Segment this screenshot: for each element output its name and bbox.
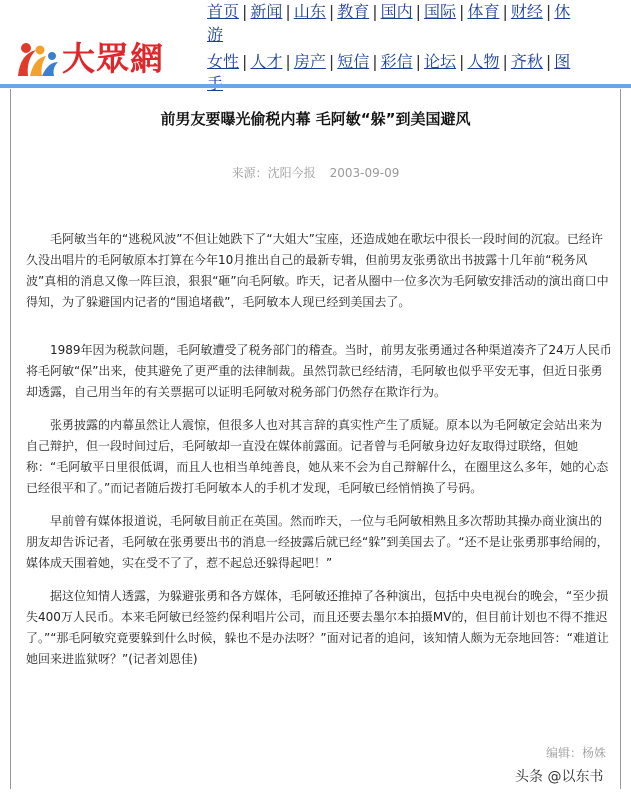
- article-paragraph: 1989年因为税款问题，毛阿敏遭受了税务部门的稽查。当时，前男友张勇通过各种渠道凑齐了24万人民币将毛阿敏“保”出来，使其避免了更严重的法律制裁。虽然罚款已经结清，毛阿敏也似乎平安无事，但近日张勇却透露，自己用当年的有关票据可以证明毛阿敏对税务部门仍然存在欺诈行为。: [26, 343, 612, 399]
- article-body: [26, 229, 612, 670]
- nav-link-domestic[interactable]: 国内: [380, 2, 413, 21]
- article-paragraph: 据这位知情人透露，为躲避张勇和各方媒体，毛阿敏还推掉了各种演出，包括中央电视台的晚会，“至少损失400万人民币。本来毛阿敏已经签约保利唱片公司，而且还要去墨尔本拍摄MV的，但目前计划也不得不推迟了。”“那毛阿敏究竟要躲到什么时候，躲也不是办法呀？”面对记者的追问，该知情人颇为无奈地回答：“难道让她回来进监狱呀？”(记者刘恩佳): [26, 589, 609, 666]
- site-logo[interactable]: [14, 36, 182, 82]
- nav-link-women[interactable]: 女性: [207, 52, 240, 71]
- logo-people-icon: [14, 36, 60, 82]
- nav-link-forum[interactable]: 论坛: [424, 52, 457, 71]
- toutiao-watermark: 头条 @以东书: [515, 769, 604, 785]
- article-meta: [11, 164, 620, 181]
- nav-link-pictures[interactable]: 图: [554, 52, 571, 71]
- nav-link-people[interactable]: 人物: [467, 52, 500, 71]
- nav-link-sms[interactable]: 短信: [337, 52, 370, 71]
- nav-link-shandong[interactable]: 山东: [293, 2, 326, 21]
- article-source: 来源：沈阳今报: [231, 166, 316, 180]
- article-editor: 编辑：杨姝: [545, 746, 606, 760]
- article-title: 前男友要曝光偷税内幕 毛阿敏“躲”到美国避风: [160, 110, 471, 128]
- header-divider: [0, 84, 631, 88]
- article-paragraph: 毛阿敏当年的“逃税风波”不但让她跌下了“大姐大”宝座，还造成她在歌坛中很长一段时间的沉寂。已经许久没出唱片的毛阿敏原本打算在今年10月推出自己的最新专辑，但前男友张勇欲出书披露十几年前“税务风波”真相的消息又像一阵巨浪，狠狠“砸”向毛阿敏。昨天，记者从圈中一位多次为毛阿敏安排活动的演出商口中得知，为了躲避国内记者的“围追堵截”，毛阿敏本人现已经到美国去了。: [26, 232, 609, 309]
- nav-row-1: 首页 | 新闻 | 山东 | 教育 | 国内 | 国际 | 体育 | 财经 | 休: [207, 2, 571, 21]
- nav-link-finance[interactable]: 财经: [510, 2, 543, 21]
- nav-link-mms[interactable]: 彩信: [380, 52, 413, 71]
- nav-link-talent[interactable]: 人才: [250, 52, 283, 71]
- article-paragraph: 早前曾有媒体报道说，毛阿敏目前正在英国。然而昨天，一位与毛阿敏相熟且多次帮助其操办商业演出的朋友却告诉记者，毛阿敏在张勇要出书的消息一经披露后就已经“躲”到美国去了。“还不是让张勇那事给闹的，媒体成天围着她，实在受不了了，惹不起总还躲得起吧！”: [26, 514, 609, 570]
- nav-link-sports[interactable]: 体育: [467, 2, 500, 21]
- nav-link-education[interactable]: 教育: [337, 2, 370, 21]
- site-header: [0, 0, 631, 84]
- nav-row-3: 女性 | 人才 | 房产 | 短信 | 彩信 | 论坛 | 人物 | 齐秋 | 图: [207, 52, 571, 71]
- nav-link-qiqiu[interactable]: 齐秋: [510, 52, 543, 71]
- article-date: 2003-09-09: [329, 166, 400, 180]
- nav-link-news[interactable]: 新闻: [250, 2, 283, 21]
- top-navigation: [207, 0, 631, 95]
- nav-row-2: [207, 25, 631, 45]
- logo-text: 大眾網: [62, 39, 164, 78]
- nav-link-leisure-cont[interactable]: 游: [207, 25, 224, 44]
- article-paragraph: 张勇披露的内幕虽然让人震惊，但很多人也对其言辞的真实性产生了质疑。原本以为毛阿敏定会站出来为自己辩护，但一段时间过后，毛阿敏却一直没在媒体前露面。记者曾与毛阿敏身边好友取得过联络，但她称：“毛阿敏平日里很低调，而且人也相当单纯善良，她从来不会为自己辩解什么，在圈里这么多年，她的心态已经很平和了。”而记者随后拨打毛阿敏本人的手机才发现，毛阿敏已经悄悄换了号码。: [26, 418, 609, 495]
- nav-link-home[interactable]: 首页: [207, 2, 240, 21]
- article-container: [10, 89, 621, 789]
- nav-link-international[interactable]: 国际: [424, 2, 457, 21]
- nav-link-realestate[interactable]: 房产: [293, 52, 326, 71]
- nav-link-leisure[interactable]: 休: [554, 2, 571, 21]
